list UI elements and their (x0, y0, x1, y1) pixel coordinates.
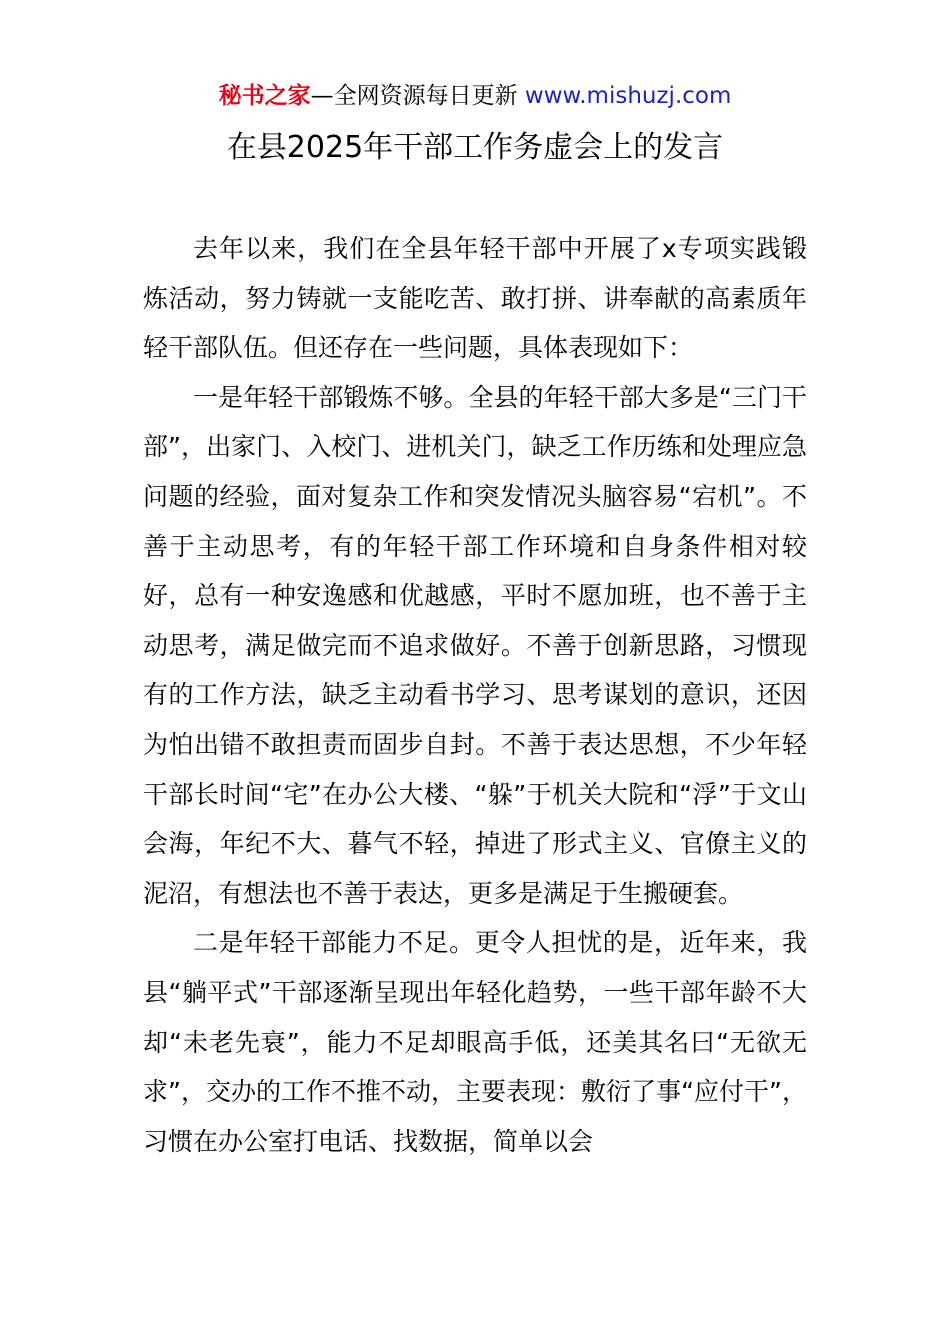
document-body (143, 224, 807, 1166)
site-tagline: —全网资源每日更新 (310, 83, 525, 109)
document-title: 在县2025年干部工作务虚会上的发言 (226, 130, 724, 165)
site-header (0, 80, 950, 112)
site-url-link[interactable]: www.mishuzj.com (524, 83, 732, 109)
paragraph-point-two: 二是年轻干部能力不足。更令人担忧的是，近年来，我县“躺平式”干部逐渐呈现出年轻化趋势，一些干部年龄不大却“未老先衰”，能力不足却眼高手低，还美其名曰“无欲无求”，交办的工作不推不动，主要表现：敷衍了事“应付干”，习惯在办公室打电话、找数据，简单以会 (143, 928, 807, 1156)
paragraph-point-one: 一是年轻干部锻炼不够。全县的年轻干部大多是“三门干部”，出家门、入校门、进机关门，缺乏工作历练和处理应急问题的经验，面对复杂工作和突发情况头脑容易“宕机”。不善于主动思考，有的年轻干部工作环境和自身条件相对较好，总有一种安逸感和优越感，平时不愿加班，也不善于主动思考，满足做完而不追求做好。不善于创新思路，习惯现有的工作方法，缺乏主动看书学习、思考谋划的意识，还因为怕出错不敢担责而固步自封。不善于表达思想，不少年轻干部长时间“宅”在办公大楼、“躲”于机关大院和“浮”于文山会海，年纪不大、暮气不轻，掉进了形式主义、官僚主义的泥沼，有想法也不善于表达，更多是满足于生搬硬套。 (143, 382, 807, 908)
site-brand: 秘书之家 (218, 83, 311, 109)
paragraph-intro: 去年以来，我们在全县年轻干部中开展了x专项实践锻炼活动，努力铸就一支能吃苦、敢打拼、讲奉献的高素质年轻干部队伍。但还存在一些问题，具体表现如下： (143, 234, 807, 363)
